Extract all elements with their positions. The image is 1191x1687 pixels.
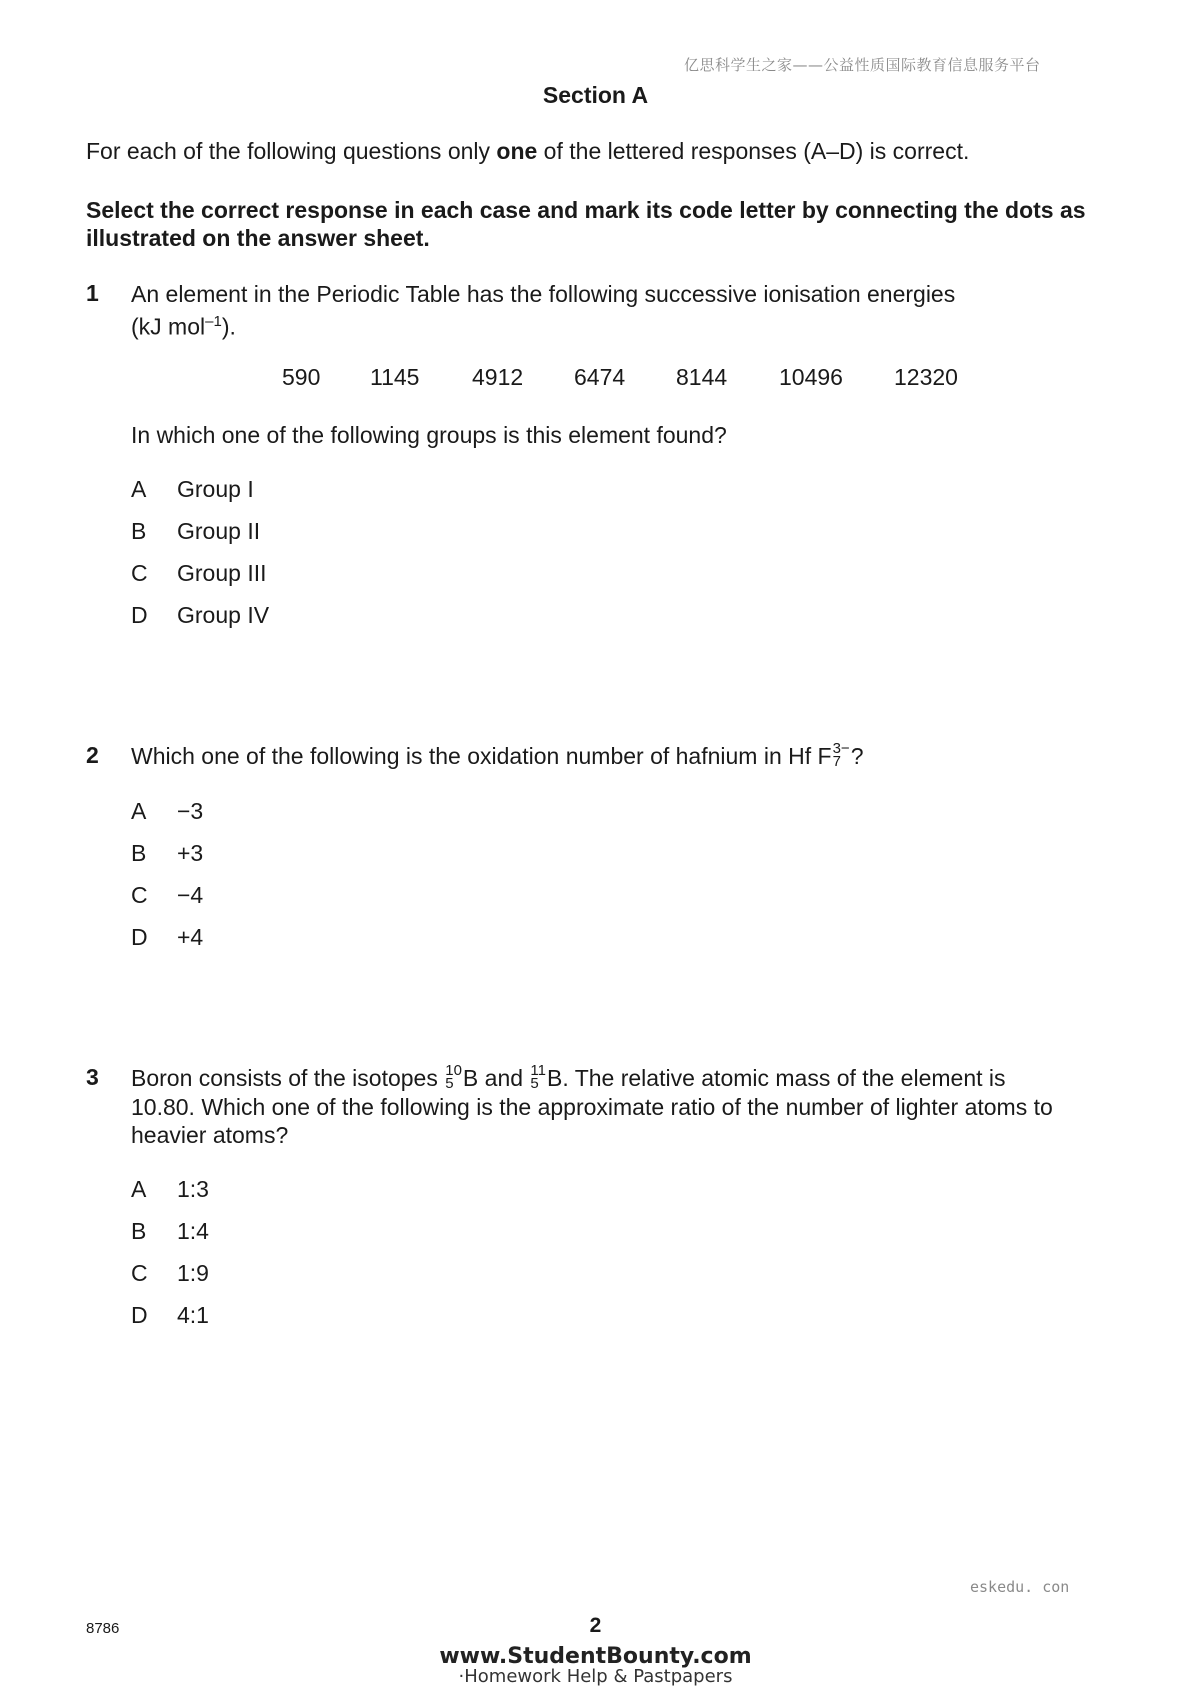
energy-value: 1145 bbox=[370, 364, 420, 390]
question-1-prompt: In which one of the following groups is this element found? bbox=[131, 422, 727, 448]
option-1d: D Group IV bbox=[131, 602, 270, 628]
option-3c: C 1:9 bbox=[131, 1260, 209, 1286]
question-number-1: 1 bbox=[86, 280, 99, 306]
intro-text: For each of the following questions only one of the lettered responses (A–D) is correct. bbox=[86, 138, 970, 164]
option-2d: D +4 bbox=[131, 924, 204, 950]
energy-value: 8144 bbox=[676, 364, 728, 390]
ionisation-energies bbox=[282, 364, 958, 391]
isotope-notation: 10 5 bbox=[445, 1061, 462, 1092]
header-watermark: 亿思科学生之家——公益性质国际教育信息服务平台 bbox=[684, 56, 1041, 74]
eskedu-watermark: eskedu. con bbox=[970, 1578, 1070, 1596]
isotope-notation: 11 5 bbox=[530, 1061, 546, 1092]
energy-value: 6474 bbox=[574, 364, 626, 390]
studentbounty-link[interactable]: www.StudentBounty.com bbox=[439, 1644, 752, 1669]
option-3b: B 1:4 bbox=[131, 1218, 209, 1244]
question-2-text: Which one of the following is the oxidation number of hafnium in Hf F 3− 7 ? bbox=[131, 739, 864, 770]
option-2a: A −3 bbox=[131, 798, 204, 824]
option-2b: B +3 bbox=[131, 840, 204, 866]
question-1-text: An element in the Periodic Table has the following successive ionisation energies (kJ mol$^{-1}$). bbox=[131, 281, 956, 340]
energy-value: 590 bbox=[282, 364, 321, 390]
energy-value: 4912 bbox=[472, 364, 524, 390]
page-number: 2 bbox=[589, 1614, 602, 1637]
energy-value: 10496 bbox=[779, 364, 843, 390]
question-3-text: Boron consists of the isotopes 10 5 B and 11 5 B. The relative atomic mass of the element is 10.80. Which one of the following is the approximate ratio of the number of lighter atoms to heavier atoms? bbox=[131, 1061, 1053, 1148]
question-number-3: 3 bbox=[86, 1064, 99, 1090]
option-1a: A Group I bbox=[131, 476, 254, 502]
paper-code: 8786 bbox=[86, 1620, 120, 1637]
section-title: Section A bbox=[542, 82, 649, 108]
option-1b: B Group II bbox=[131, 518, 261, 544]
option-3a: A 1:3 bbox=[131, 1176, 209, 1202]
instruction-text: Select the correct response in each case and mark its code letter by connecting the dots as illustrated on the answer sheet. bbox=[86, 197, 1086, 251]
question-number-2: 2 bbox=[86, 742, 99, 768]
option-3d: D 4:1 bbox=[131, 1302, 209, 1328]
studentbounty-tagline: ·Homework Help & Pastpapers bbox=[458, 1666, 733, 1687]
energy-value: 12320 bbox=[894, 364, 958, 390]
option-1c: C Group III bbox=[131, 560, 267, 586]
ion-charge-notation: 3− 7 bbox=[832, 739, 850, 770]
option-2c: C −4 bbox=[131, 882, 204, 908]
